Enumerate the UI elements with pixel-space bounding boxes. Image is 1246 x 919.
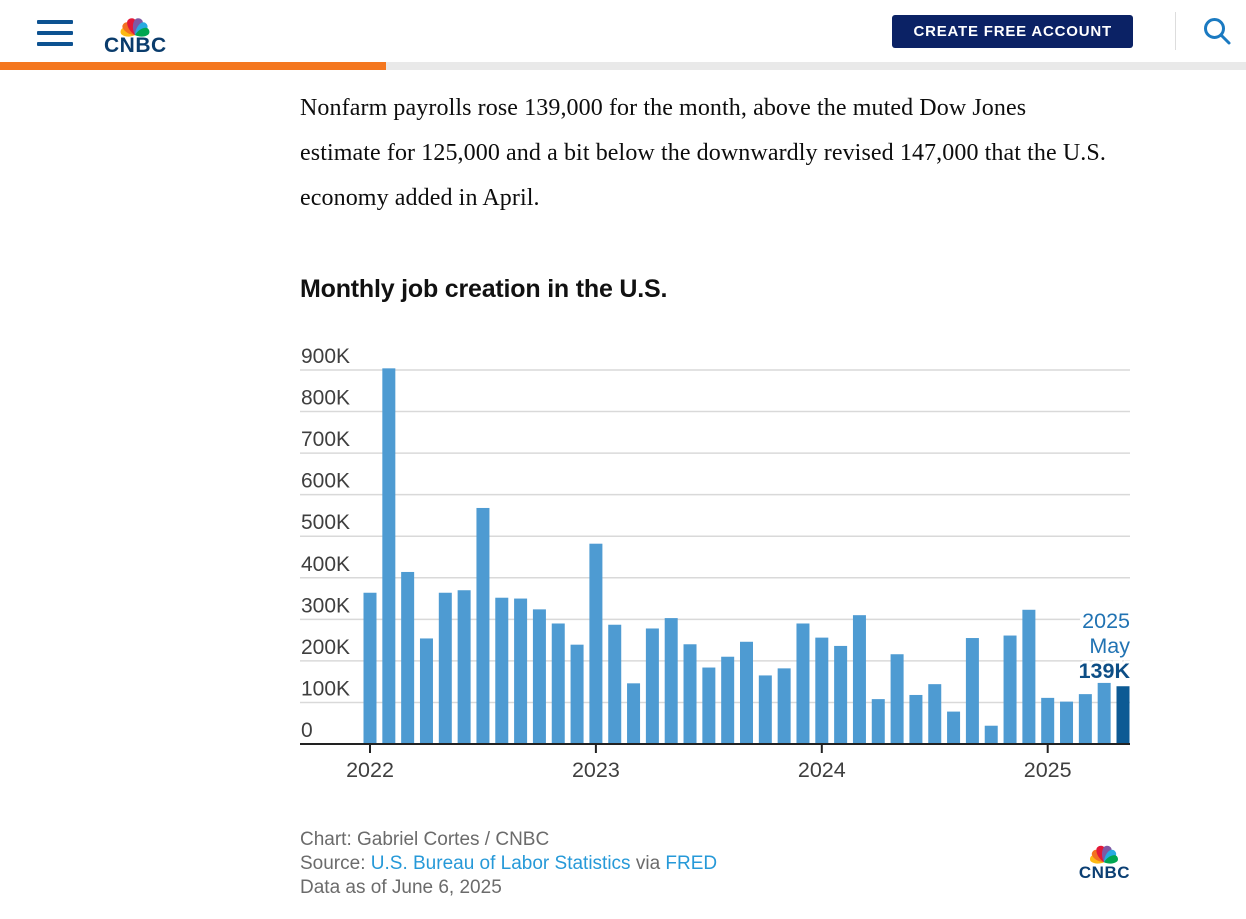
svg-text:May: May [1089, 634, 1130, 658]
header-divider [1175, 12, 1176, 50]
cnbc-logo-text: CNBC [104, 34, 167, 57]
source-link-fred[interactable]: FRED [665, 853, 718, 874]
svg-text:800K: 800K [301, 386, 351, 410]
cnbc-footer-logo-text: CNBC [1078, 863, 1130, 882]
svg-text:2024: 2024 [797, 758, 846, 782]
svg-text:0: 0 [301, 719, 313, 742]
svg-text:500K: 500K [301, 511, 351, 535]
source-label: Source: [300, 853, 366, 874]
search-icon [1202, 16, 1232, 46]
bar-chart-svg [300, 344, 1130, 789]
svg-text:900K: 900K [301, 345, 351, 368]
search-button[interactable] [1200, 14, 1234, 48]
svg-text:300K: 300K [301, 594, 351, 618]
reading-progress-fill [0, 62, 386, 70]
svg-text:2025: 2025 [1023, 758, 1072, 782]
chart-heading: Monthly job creation in the U.S. [300, 275, 668, 303]
chart-source-line [300, 852, 717, 876]
cnbc-peacock-icon [112, 6, 158, 37]
cnbc-peacock-icon [1082, 834, 1126, 864]
svg-text:700K: 700K [301, 428, 351, 452]
reading-progress-bar [0, 62, 1246, 70]
svg-text:200K: 200K [301, 635, 351, 659]
data-as-of: Data as of June 6, 2025 [300, 877, 502, 898]
svg-text:2022: 2022 [346, 758, 394, 782]
svg-text:100K: 100K [301, 677, 351, 701]
menu-hamburger-icon[interactable] [37, 20, 73, 46]
svg-text:2025: 2025 [1082, 609, 1130, 633]
article-paragraph: Nonfarm payrolls rose 139,000 for the month, above the muted Dow Jones estimate for 125,000 and a bit below the downwardly revised 147,000 that the U.S. economy added in April. [300, 95, 1106, 211]
svg-text:2023: 2023 [571, 758, 620, 782]
svg-text:600K: 600K [301, 469, 351, 493]
article-body [300, 86, 1130, 900]
bar-chart [300, 344, 1130, 794]
cnbc-footer-logo [1079, 834, 1130, 881]
site-header [0, 0, 1246, 62]
source-connector: via [635, 853, 661, 874]
chart-footer [300, 828, 1130, 900]
chart-credit: Chart: Gabriel Cortes / CNBC [300, 829, 550, 850]
cnbc-logo[interactable] [104, 6, 167, 56]
create-free-account-button[interactable]: CREATE FREE ACCOUNT [892, 15, 1133, 48]
svg-text:139K: 139K [1078, 659, 1130, 683]
svg-text:400K: 400K [301, 552, 351, 576]
source-link-bls[interactable]: U.S. Bureau of Labor Statistics [370, 853, 631, 874]
